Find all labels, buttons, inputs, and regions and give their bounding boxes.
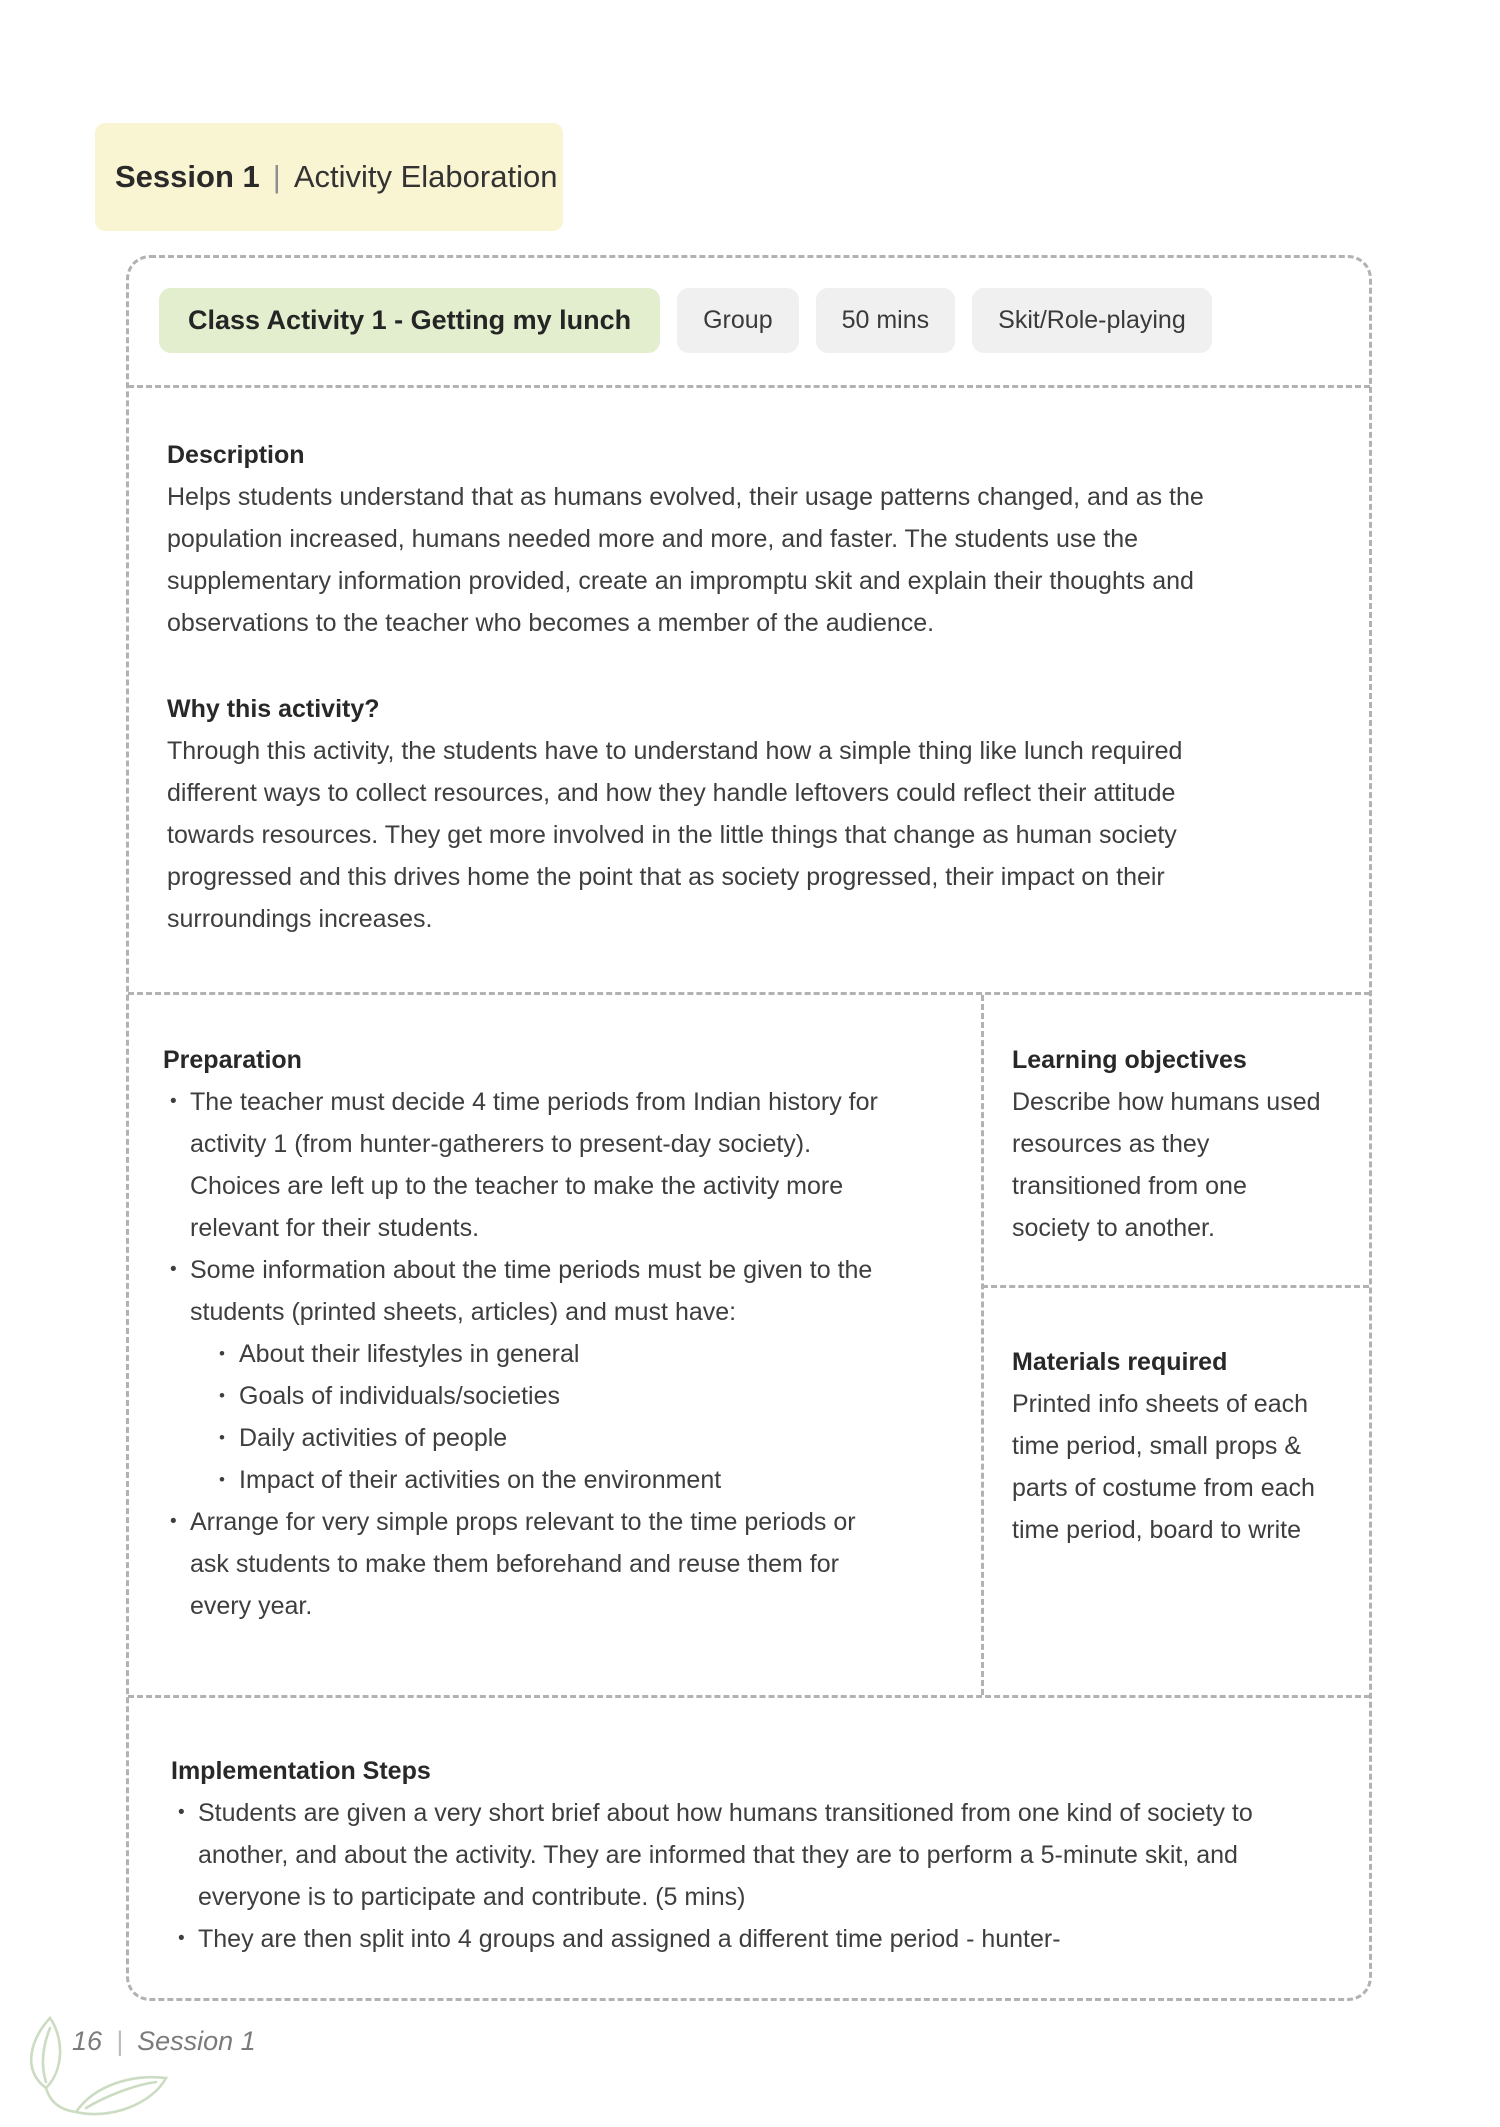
description-heading: Description <box>167 441 305 469</box>
page-footer <box>72 2026 256 2057</box>
list-item-text: Arrange for very simple props relevant to the time periods or ask students to make them beforehand and reuse them for every year. <box>190 1508 856 1620</box>
session-title-banner <box>95 123 563 231</box>
title-separator: | <box>272 159 281 194</box>
tag-format-pill: Skit/Role-playing <box>972 288 1212 353</box>
why-heading: Why this activity? <box>167 695 380 723</box>
why-body: Through this activity, the students have to understand how a simple thing like lunch required different ways to collect resources, and how they handle leftovers could reflect their attitude towards resources. They get more involved in the little things that change as human society progressed and this drives home the point that as society progressed, their impact on their surroundings increases. <box>167 737 1183 933</box>
list-item: • Impact of their activities on the environment <box>212 1459 893 1501</box>
learning-objectives-heading: Learning objectives <box>1012 1046 1247 1074</box>
description-section <box>129 388 1369 992</box>
implementation-list <box>171 1792 1291 1960</box>
list-item <box>163 1081 893 1249</box>
learning-objectives-body: Describe how humans used resources as they transitioned from one society to another. <box>1012 1088 1321 1242</box>
learning-objectives-section <box>982 995 1369 1249</box>
preparation-section <box>129 995 981 1627</box>
materials-body: Printed info sheets of each time period, small props & parts of costume from each time period, board to write <box>1012 1390 1315 1544</box>
dashed-divider-vertical <box>981 995 984 1695</box>
preparation-sublist <box>212 1333 893 1501</box>
implementation-section <box>129 1698 1369 2004</box>
list-item <box>163 1501 893 1627</box>
preparation-list <box>163 1081 893 1627</box>
materials-heading: Materials required <box>1012 1348 1228 1376</box>
why-block <box>167 688 1309 940</box>
tag-duration-pill: 50 mins <box>816 288 956 353</box>
list-item: • Goals of individuals/societies <box>212 1375 893 1417</box>
list-item: • Daily activities of people <box>212 1417 893 1459</box>
columns-section <box>129 995 1369 1695</box>
activity-name-pill: Class Activity 1 - Getting my lunch <box>159 288 660 353</box>
implementation-heading: Implementation Steps <box>171 1757 431 1785</box>
footer-separator: | <box>116 2026 124 2056</box>
list-item: • Students are given a very short brief about how humans transitioned from one kind of society to another, and about the activity. They are informed that they are to perform a 5-minute skit, and everyone is to participate and contribute. (5 mins) <box>171 1792 1291 1918</box>
session-number: Session 1 <box>115 159 260 194</box>
list-item <box>163 1249 893 1501</box>
list-item-text: The teacher must decide 4 time periods from Indian history for activity 1 (from hunter-gatherers to present-day society). Choices are left up to the teacher to make the activity more relevant for their students. <box>190 1088 878 1242</box>
list-item: • About their lifestyles in general <box>212 1333 893 1375</box>
materials-section <box>982 1285 1369 1551</box>
activity-card <box>126 255 1372 2001</box>
dashed-divider-right-column <box>982 1285 1369 1288</box>
page-title: Activity Elaboration <box>293 159 558 194</box>
footer-session-label: Session 1 <box>137 2026 256 2056</box>
list-item-text: Some information about the time periods must be given to the students (printed sheets, articles) and must have: <box>190 1256 873 1326</box>
description-body: Helps students understand that as humans evolved, their usage patterns changed, and as the population increased, humans needed more and more, and faster. The students use the supplementary information provided, create an impromptu skit and explain their thoughts and observations to the teacher who becomes a member of the audience. <box>167 483 1204 637</box>
activity-header <box>159 288 1212 353</box>
tag-group-pill: Group <box>677 288 798 353</box>
page-number: 16 <box>72 2026 103 2056</box>
preparation-heading: Preparation <box>163 1046 302 1074</box>
list-item: • They are then split into 4 groups and assigned a different time period - hunter- <box>171 1918 1291 1960</box>
